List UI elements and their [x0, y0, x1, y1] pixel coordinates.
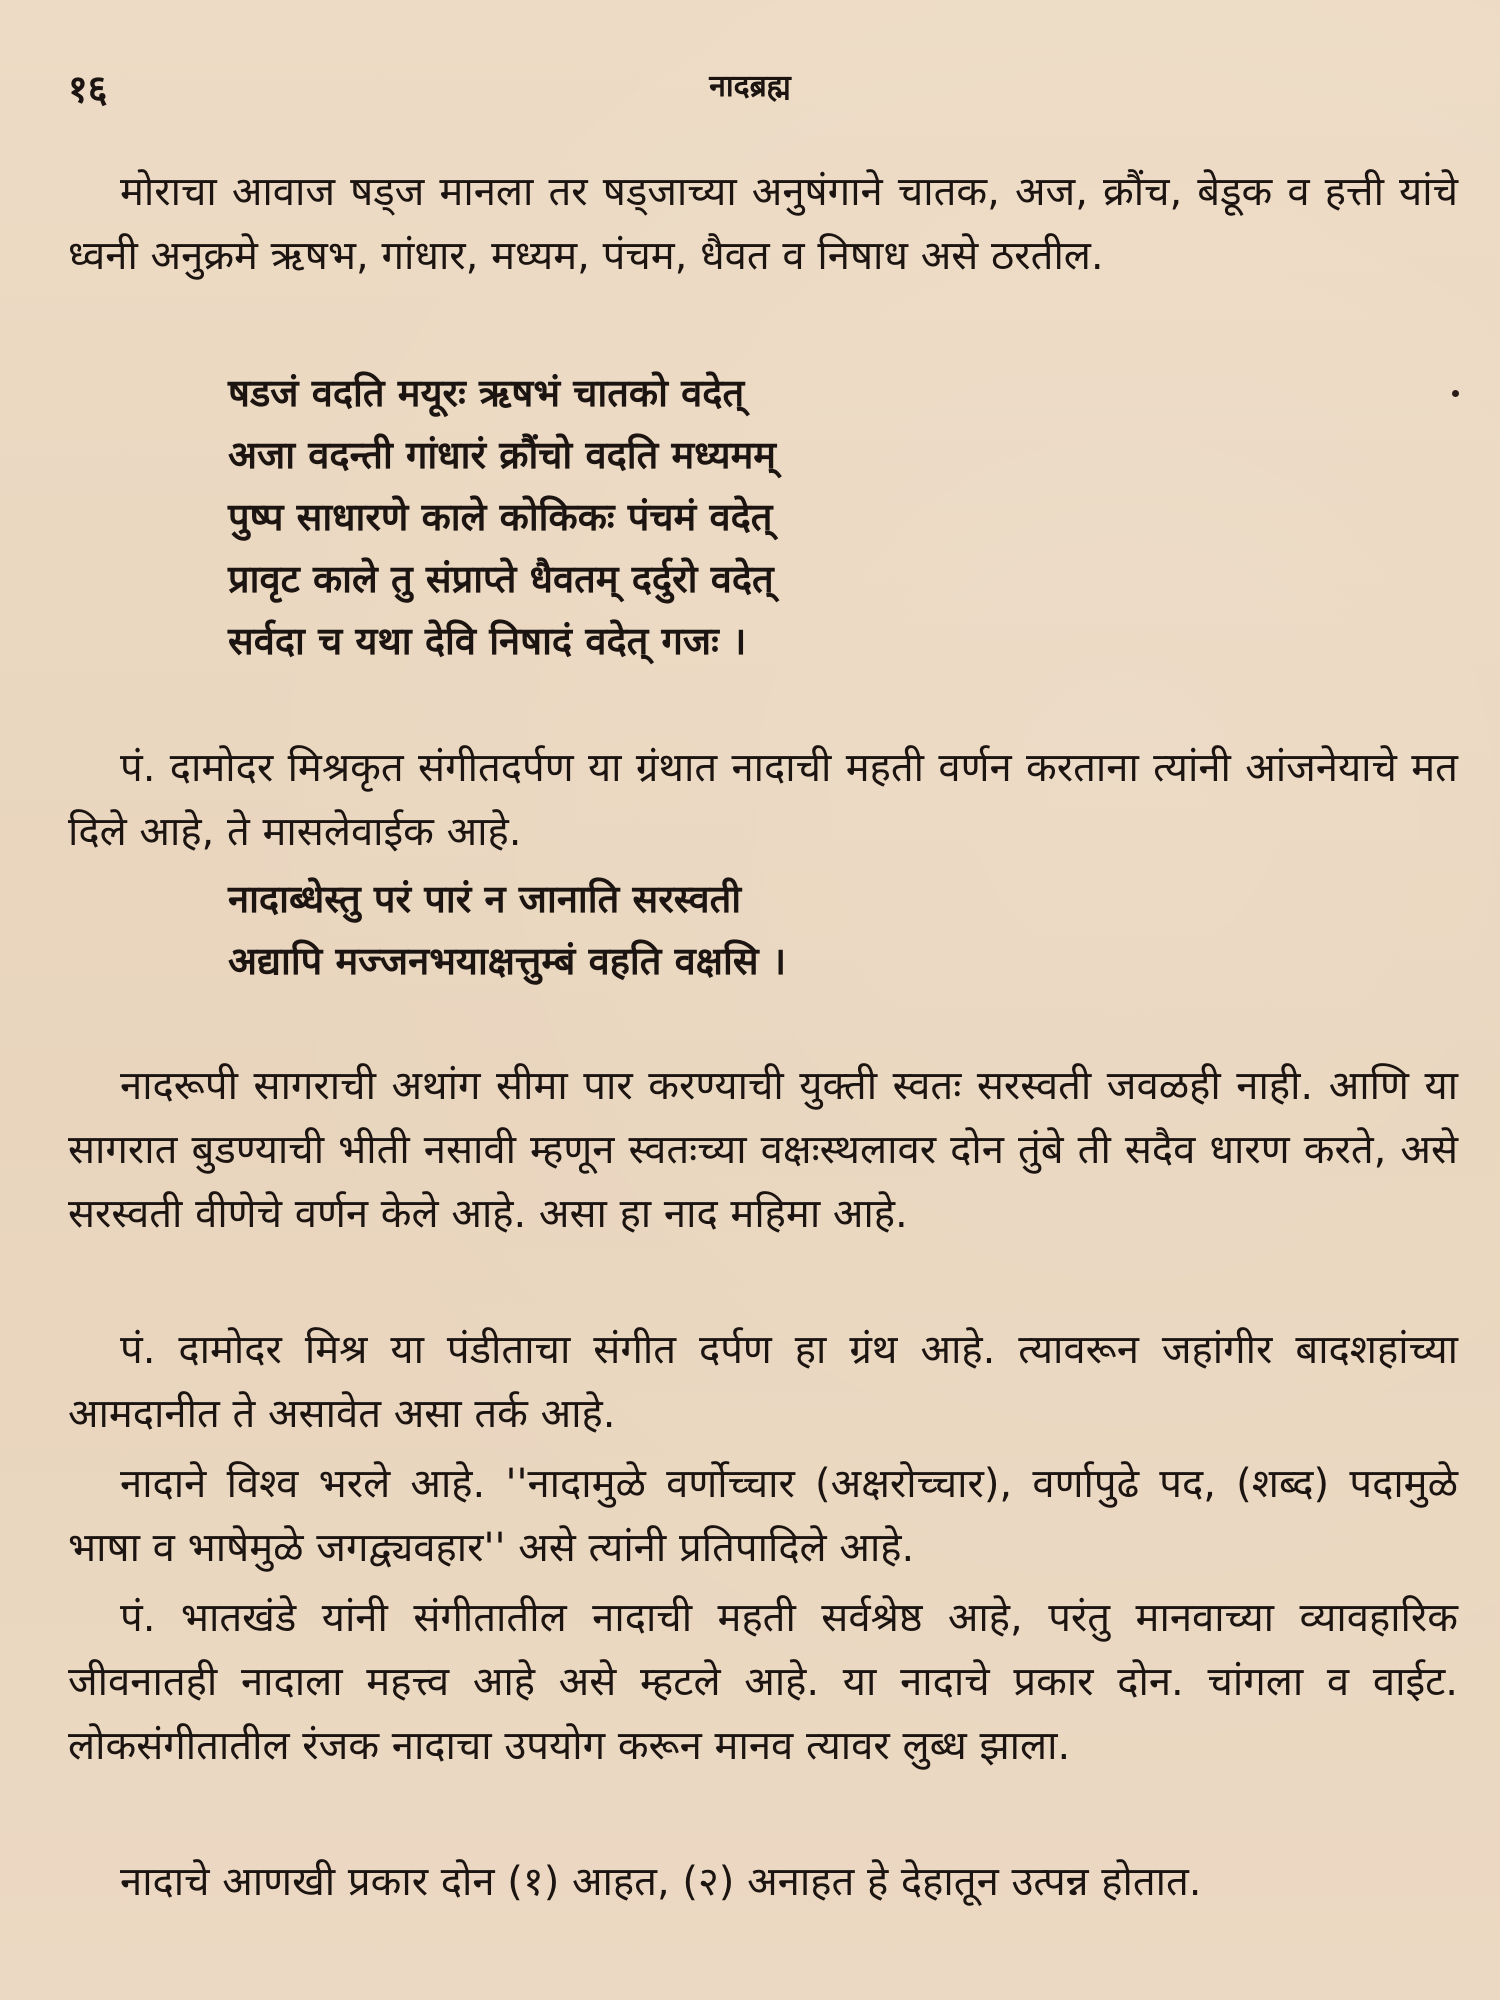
- page-header: [0, 62, 1500, 122]
- running-title: नादब्रह्म: [709, 69, 791, 104]
- paragraph-2: पं. दामोदर मिश्रकृत संगीतदर्पण या ग्रंथात नादाची महती वर्णन करताना त्यांनी आंजनेयाचे मत दिले आहे, ते मासलेवाईक आहे.: [68, 745, 1458, 855]
- paragraph-7: नादाचे आणखी प्रकार दोन (१) आहत, (२) अनाहत हे देहातून उत्पन्न होतात.: [120, 1859, 1202, 1905]
- verse-block-2: [228, 868, 1228, 992]
- verse-block-1: [228, 362, 1228, 672]
- paragraph-1: मोराचा आवाज षड्ज मानला तर षड्जाच्या अनुषंगाने चातक, अज, क्रौंच, बेडूक व हत्ती यांचे ध्वनी अनुक्रमे ऋषभ, गांधार, मध्यम, पंचम, धैवत व निषाध असे ठरतील.: [68, 169, 1458, 279]
- page-number: १६: [68, 67, 108, 111]
- ink-speck: [1452, 390, 1459, 397]
- verse-line: अजा वदन्ती गांधारं क्रौंचो वदति मध्यमम्: [228, 433, 777, 477]
- paragraph-6: पं. भातखंडे यांनी संगीतातील नादाची महती सर्वश्रेष्ठ आहे, परंतु मानवाच्या व्यावहारिक जीवनातही नादाला महत्त्व आहे असे म्हटले आहे. या नादाचे प्रकार दोन. चांगला व वाईट. लोकसंगीतातील रंजक नादाचा उपयोग करून मानव त्यावर लुब्ध झाला.: [68, 1595, 1458, 1769]
- verse-line: सर्वदा च यथा देवि निषादं वदेत् गजः ।: [228, 619, 747, 663]
- verse-line: षडजं वदति मयूरः ऋषभं चातको वदेत्: [228, 371, 745, 415]
- paragraph-4: पं. दामोदर मिश्र या पंडीताचा संगीत दर्पण हा ग्रंथ आहे. त्यावरून जहांगीर बादशहांच्या आमदानीत ते असावेत असा तर्क आहे.: [68, 1327, 1458, 1437]
- verse-line: अद्यापि मज्जनभयाक्षत्तुम्बं वहति वक्षसि ।: [228, 939, 787, 983]
- paragraph-5: नादाने विश्व भरले आहे. ''नादामुळे वर्णोच्चार (अक्षरोच्चार), वर्णापुढे पद, (शब्द) पदामुळे भाषा व भाषेमुळे जगद्व्यवहार'' असे त्यांनी प्रतिपादिले आहे.: [68, 1461, 1458, 1571]
- verse-line: पुष्प साधारणे काले कोकिकः पंचमं वदेत्: [228, 495, 773, 539]
- verse-line: प्रावृट काले तु संप्राप्ते धैवतम् दर्दुरो वदेत्: [228, 557, 774, 601]
- verse-line: नादाब्धेस्तु परं पारं न जानाति सरस्वती: [228, 877, 742, 921]
- paragraph-3: नादरूपी सागराची अथांग सीमा पार करण्याची युक्ती स्वतः सरस्वती जवळही नाही. आणि या सागरात बुडण्याची भीती नसावी म्हणून स्वतःच्या वक्षःस्थलावर दोन तुंबे ती सदैव धारण करते, असे सरस्वती वीणेचे वर्णन केले आहे. असा हा नाद महिमा आहे.: [68, 1063, 1458, 1237]
